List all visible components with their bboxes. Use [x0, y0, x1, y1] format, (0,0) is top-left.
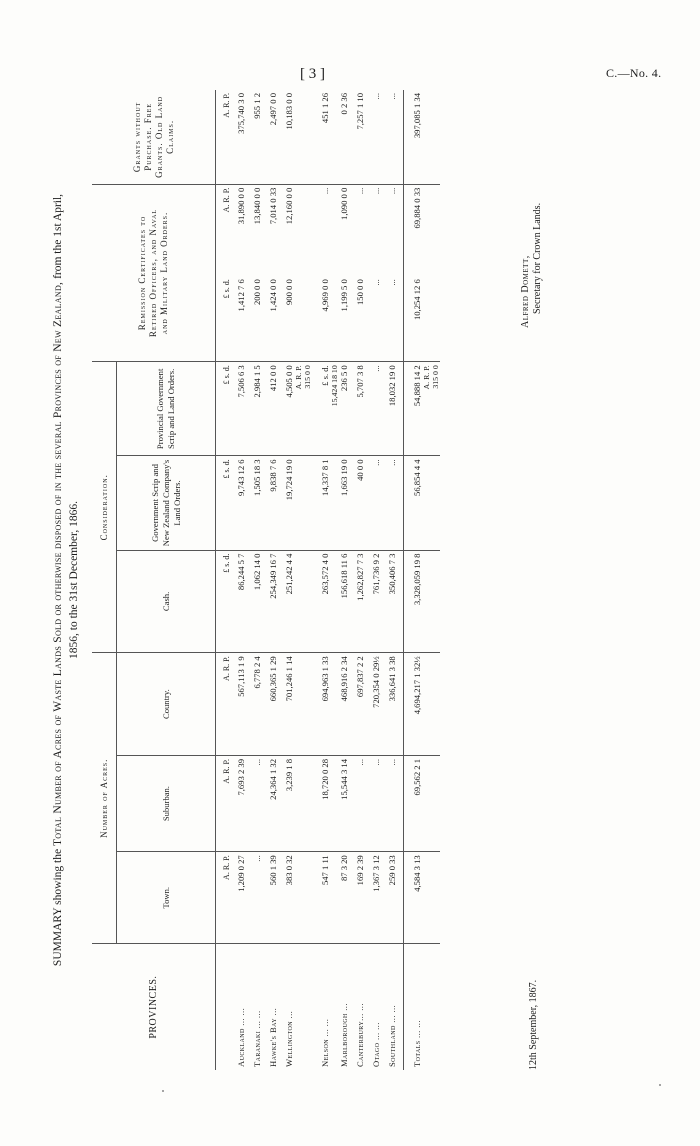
province-name: Taranaki ... ...: [252, 1010, 262, 1067]
cell-suburban: 3,239 1 8: [284, 755, 312, 851]
cell-cash: 86,244 5 7: [236, 550, 252, 653]
cell-town: 87 3 20: [339, 852, 355, 944]
cell-grants: 451 1 26: [320, 90, 339, 184]
cell-grants: 0 2 36: [339, 90, 355, 184]
cell-country: 697,837 2 2: [355, 653, 371, 756]
cell-govt: 9,838 7 6: [268, 456, 284, 550]
cell-suburban: 24,364 1 32: [268, 755, 284, 851]
cell-govt: ...: [387, 456, 404, 550]
cell-rem_acres: 7,014 0 33: [268, 187, 278, 225]
province-row: [355, 90, 371, 1070]
cell-grants: ...: [387, 90, 404, 184]
cell-suburban: 7,693 2 39: [236, 755, 252, 851]
cell-govt: 40 0 0: [355, 456, 371, 550]
cell-country: 567,113 1 9: [236, 653, 252, 756]
province-row: [268, 90, 284, 1070]
cell-cash: 156,618 11 6: [339, 550, 355, 653]
province-name: Canterbury... ...: [355, 1003, 365, 1067]
cell-cash: 254,349 16 7: [268, 550, 284, 653]
number-of-acres-group: Number of Acres.: [92, 653, 117, 944]
cell-country: 701,246 1 14: [284, 653, 312, 756]
cell-town: 169 2 39: [355, 852, 371, 944]
cell-rem_money: ...: [371, 276, 387, 362]
cell-cash: 251,242 4 4: [284, 550, 312, 653]
province-name: Nelson ... ...: [320, 1018, 330, 1067]
cell-prov: 4,505 0 0 A. R. P. 315 0 0: [284, 362, 312, 456]
cell-suburban: 15,544 3 14: [339, 755, 355, 851]
cash-header: Cash.: [117, 550, 216, 653]
provinces-header: PROVINCES.: [92, 944, 216, 1070]
cell-suburban: ...: [371, 755, 387, 851]
totals-row: Totals ... ... 4,584 3 13 69,562 2 1 4,694,217 1 32½ 3,328,059 19 8 56,854 4 4 54,888 14 2 A. R. P. 315 0 0 10,254 12 6 69,884 0 33 397,085 1 34: [404, 90, 441, 1070]
province-name: Marlborough ...: [339, 1003, 349, 1067]
document-date: 12th September, 1867.: [528, 979, 539, 1070]
cell-suburban: ...: [387, 755, 404, 851]
provincial-scrip-header: Provincial Government Scrip and Land Orders.: [117, 362, 216, 456]
grants-header: Grants without Purchase. Free Grants. Old Land Claims.: [92, 90, 216, 184]
consideration-group: Consideration.: [92, 362, 117, 653]
cell-prov: ...: [371, 362, 387, 456]
cell-govt: 1,663 19 0: [339, 456, 355, 550]
province-row: [236, 90, 252, 1070]
cell-rem_money: 150 0 0: [355, 276, 371, 362]
province-row: [320, 90, 339, 1070]
summary-table: [92, 90, 440, 1070]
province-row: [252, 90, 268, 1070]
units-row: A. R. P. A. R. P. A. R. P. £ s. d. £ s. d. £ s. d. £ s. d. A. R. P. A. R. P.: [216, 90, 237, 1070]
page-number: [ 3 ]: [300, 66, 325, 82]
cell-suburban: ...: [252, 755, 268, 851]
signatory-title: Secretary for Crown Lands.: [532, 202, 543, 314]
cell-country: 660,365 1 29: [268, 653, 284, 756]
signatory-name: Alfred Domett,: [520, 255, 531, 328]
cell-grants: 955 1 2: [252, 90, 268, 184]
cell-cash: 263,572 4 0: [320, 550, 339, 653]
cell-suburban: ...: [355, 755, 371, 851]
cell-rem_acres: 13,840 0 0: [252, 187, 262, 225]
cell-govt: 14,337 8 1: [320, 456, 339, 550]
paper-reference: C.—No. 4.: [606, 66, 662, 80]
remission-header: Remission Certificates to Retired Officers, and Naval and Military Land Orders.: [92, 184, 216, 362]
cell-town: 259 0 33: [387, 852, 404, 944]
cell-rem_acres: 31,890 0 0: [236, 187, 246, 225]
province-row: [339, 90, 355, 1070]
province-name: Auckland ... ...: [236, 1007, 246, 1067]
cell-country: 720,354 0 29½: [371, 653, 387, 756]
spacer-row: [312, 90, 320, 1070]
cell-cash: 761,736 9 2: [371, 550, 387, 653]
cell-cash: 1,262,827 7 3: [355, 550, 371, 653]
cell-country: 694,963 1 33: [320, 653, 339, 756]
cell-grants: 2,497 0 0: [268, 90, 284, 184]
cell-grants: 7,257 1 10: [355, 90, 371, 184]
cell-grants: ...: [371, 90, 387, 184]
cell-country: 336,641 3 38: [387, 653, 404, 756]
cell-prov: 7,506 6 3: [236, 362, 252, 456]
cell-prov: 18,032 19 0: [387, 362, 404, 456]
province-name: Southland ... ...: [387, 1004, 397, 1067]
cell-govt: 9,743 12 6: [236, 456, 252, 550]
cell-prov: 236 5 0: [339, 362, 355, 456]
cell-suburban: 18,720 0 28: [320, 755, 339, 851]
speck: [659, 1084, 661, 1086]
cell-rem_acres: ...: [387, 187, 397, 195]
cell-country: 6,778 2 4: [252, 653, 268, 756]
cell-govt: 1,505 18 3: [252, 456, 268, 550]
cell-prov: 2,984 1 5: [252, 362, 268, 456]
cell-prov: £ s. d. 15,424 18 10: [320, 362, 339, 456]
cell-rem_money: 1,199 5 0: [339, 276, 355, 362]
province-name: Hawke's Bay ...: [268, 1007, 278, 1067]
cell-town: 1,209 0 27: [236, 852, 252, 944]
cell-grants: 375,740 3 0: [236, 90, 252, 184]
province-row: [284, 90, 312, 1070]
cell-town: 547 1 11: [320, 852, 339, 944]
cell-rem_acres: ...: [355, 187, 365, 195]
cell-country: 468,916 2 34: [339, 653, 355, 756]
cell-prov: 412 0 0: [268, 362, 284, 456]
town-header: Town.: [117, 852, 216, 944]
cell-rem_money: ...: [387, 276, 404, 362]
cell-cash: 350,406 7 3: [387, 550, 404, 653]
cell-rem_acres: 1,090 0 0: [339, 187, 349, 220]
cell-town: ...: [252, 852, 268, 944]
speck: [162, 1090, 164, 1092]
cell-rem_acres: 12,160 0 0: [284, 187, 294, 225]
signature-block: [520, 203, 544, 328]
document-title: SUMMARY showing the Total Number of Acres of Waste Lands Sold or otherwise disposed of in the several Provinces of New Zealand, from the 1st April, 1856, to the 31st December, 1866.: [52, 193, 80, 967]
cell-cash: 1,062 14 0: [252, 550, 268, 653]
cell-rem_money: 1,424 0 0: [268, 276, 284, 362]
cell-rem_acres: ...: [320, 187, 330, 195]
cell-rem_money: 900 0 0: [284, 276, 312, 362]
rotated-summary-sheet: [50, 90, 570, 1070]
cell-govt: ...: [371, 456, 387, 550]
cell-town: 1,367 3 12: [371, 852, 387, 944]
province-row: [371, 90, 387, 1070]
cell-rem_money: 4,969 0 0: [320, 276, 339, 362]
cell-grants: 10,183 0 0: [284, 90, 312, 184]
cell-rem_acres: ...: [371, 187, 381, 195]
province-row: [387, 90, 404, 1070]
cell-rem_money: 1,412 7 6: [236, 276, 252, 362]
cell-town: 560 1 39: [268, 852, 284, 944]
province-name: Wellington ...: [284, 1010, 294, 1067]
cell-town: 383 0 32: [284, 852, 312, 944]
government-scrip-header: Government Scrip and New Zealand Company's Land Orders.: [117, 456, 216, 550]
province-name: Otago ... ...: [371, 1022, 381, 1067]
suburban-header: Suburban.: [117, 755, 216, 851]
cell-rem_money: 200 0 0: [252, 276, 268, 362]
country-header: Country.: [117, 653, 216, 756]
cell-govt: 19,724 19 0: [284, 456, 312, 550]
cell-prov: 5,707 3 8: [355, 362, 371, 456]
